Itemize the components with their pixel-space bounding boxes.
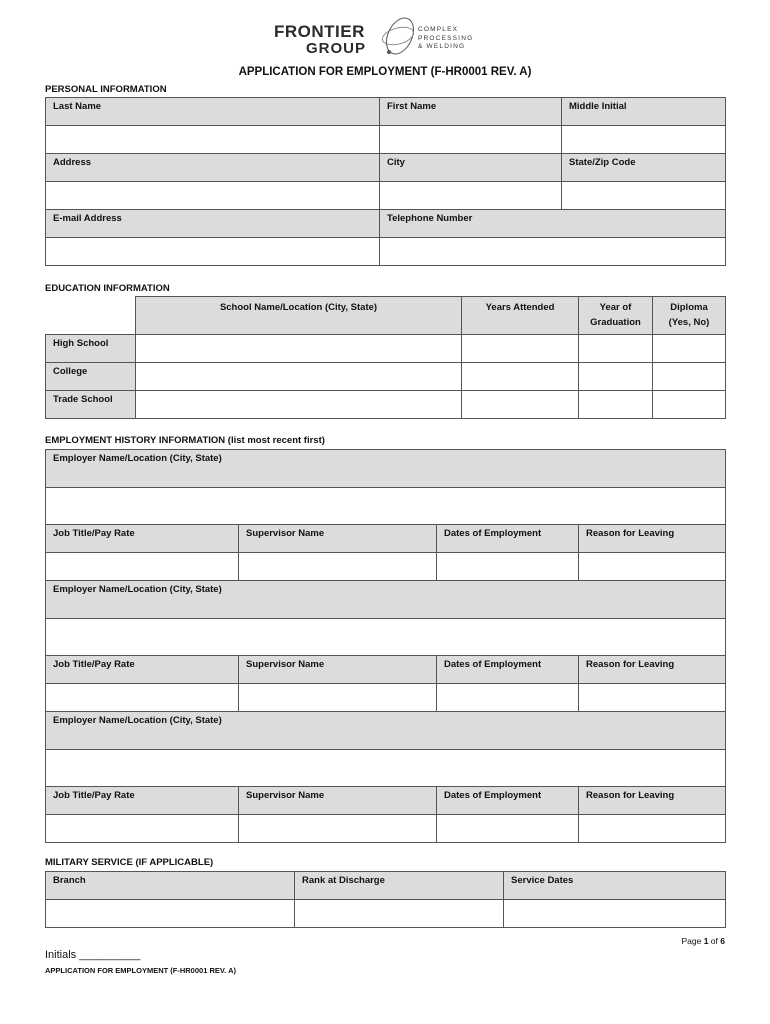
dates-1-label: Dates of Employment (437, 525, 579, 553)
email-field[interactable] (46, 238, 380, 266)
first-name-field[interactable] (380, 126, 562, 154)
job-title-3-label: Job Title/Pay Rate (46, 787, 239, 815)
job-title-2-label: Job Title/Pay Rate (46, 656, 239, 684)
state-zip-field[interactable] (562, 182, 726, 210)
telephone-field[interactable] (380, 238, 726, 266)
company-logo (268, 14, 488, 58)
reason-1-field[interactable] (579, 553, 726, 581)
military-table (45, 871, 726, 928)
supervisor-3-field[interactable] (239, 815, 437, 843)
education-corner (46, 297, 136, 335)
job-title-1-label: Job Title/Pay Rate (46, 525, 239, 553)
high-school-grad-field[interactable] (579, 335, 653, 363)
logo-swirl-icon (380, 14, 420, 58)
job-title-2-field[interactable] (46, 684, 239, 712)
high-school-diploma-field[interactable] (653, 335, 726, 363)
college-years-field[interactable] (462, 363, 579, 391)
dates-2-field[interactable] (437, 684, 579, 712)
reason-2-label: Reason for Leaving (579, 656, 726, 684)
trade-school-name-field[interactable] (136, 391, 462, 419)
rank-field[interactable] (295, 900, 504, 928)
employer-1-field[interactable] (46, 488, 726, 525)
email-label: E-mail Address (46, 210, 380, 238)
employment-table (45, 449, 726, 843)
employer-3-field[interactable] (46, 750, 726, 787)
footer-form-id: APPLICATION FOR EMPLOYMENT (F-HR0001 REV. A) (45, 966, 236, 975)
logo-line2: GROUP (306, 40, 367, 57)
employment-heading: EMPLOYMENT HISTORY INFORMATION (list most recent first) (45, 435, 325, 446)
education-heading: EDUCATION INFORMATION (45, 283, 170, 294)
branch-field[interactable] (46, 900, 295, 928)
supervisor-1-field[interactable] (239, 553, 437, 581)
supervisor-2-field[interactable] (239, 684, 437, 712)
trade-school-grad-field[interactable] (579, 391, 653, 419)
education-table (45, 296, 726, 419)
row-label-trade-school: Trade School (46, 391, 136, 419)
reason-3-label: Reason for Leaving (579, 787, 726, 815)
page-number: Page 1 of 6 (681, 936, 725, 946)
employer-2-label: Employer Name/Location (City, State) (46, 581, 726, 619)
supervisor-2-label: Supervisor Name (239, 656, 437, 684)
address-label: Address (46, 154, 380, 182)
employer-2-field[interactable] (46, 619, 726, 656)
diploma-header: Diploma (Yes, No) (653, 297, 726, 335)
dates-2-label: Dates of Employment (437, 656, 579, 684)
form-title: APPLICATION FOR EMPLOYMENT (F-HR0001 REV. A) (238, 66, 532, 78)
college-name-field[interactable] (136, 363, 462, 391)
middle-initial-field[interactable] (562, 126, 726, 154)
telephone-label: Telephone Number (380, 210, 726, 238)
rank-label: Rank at Discharge (295, 872, 504, 900)
high-school-years-field[interactable] (462, 335, 579, 363)
dates-3-label: Dates of Employment (437, 787, 579, 815)
job-title-3-field[interactable] (46, 815, 239, 843)
city-label: City (380, 154, 562, 182)
city-field[interactable] (380, 182, 562, 210)
last-name-label: Last Name (46, 98, 380, 126)
military-heading: MILITARY SERVICE (IF APPLICABLE) (45, 857, 214, 868)
branch-label: Branch (46, 872, 295, 900)
service-dates-label: Service Dates (504, 872, 726, 900)
reason-2-field[interactable] (579, 684, 726, 712)
school-name-header: School Name/Location (City, State) (136, 297, 462, 335)
employer-1-label: Employer Name/Location (City, State) (46, 450, 726, 488)
high-school-name-field[interactable] (136, 335, 462, 363)
row-label-high-school: High School (46, 335, 136, 363)
logo-line1: FRONTIER (274, 22, 365, 41)
personal-heading: PERSONAL INFORMATION (45, 84, 167, 95)
reason-1-label: Reason for Leaving (579, 525, 726, 553)
trade-school-diploma-field[interactable] (653, 391, 726, 419)
initials-line: Initials __________ (45, 949, 141, 961)
logo-tagline: COMPLEX PROCESSING & WELDING (418, 26, 474, 50)
supervisor-1-label: Supervisor Name (239, 525, 437, 553)
first-name-label: First Name (380, 98, 562, 126)
college-grad-field[interactable] (579, 363, 653, 391)
college-diploma-field[interactable] (653, 363, 726, 391)
years-attended-header: Years Attended (462, 297, 579, 335)
middle-initial-label: Middle Initial (562, 98, 726, 126)
reason-3-field[interactable] (579, 815, 726, 843)
row-label-college: College (46, 363, 136, 391)
state-zip-label: State/Zip Code (562, 154, 726, 182)
personal-table (45, 97, 726, 266)
job-title-1-field[interactable] (46, 553, 239, 581)
trade-school-years-field[interactable] (462, 391, 579, 419)
supervisor-3-label: Supervisor Name (239, 787, 437, 815)
dates-1-field[interactable] (437, 553, 579, 581)
last-name-field[interactable] (46, 126, 380, 154)
service-dates-field[interactable] (504, 900, 726, 928)
employer-3-label: Employer Name/Location (City, State) (46, 712, 726, 750)
dates-3-field[interactable] (437, 815, 579, 843)
graduation-year-header: Year of Graduation (579, 297, 653, 335)
address-field[interactable] (46, 182, 380, 210)
